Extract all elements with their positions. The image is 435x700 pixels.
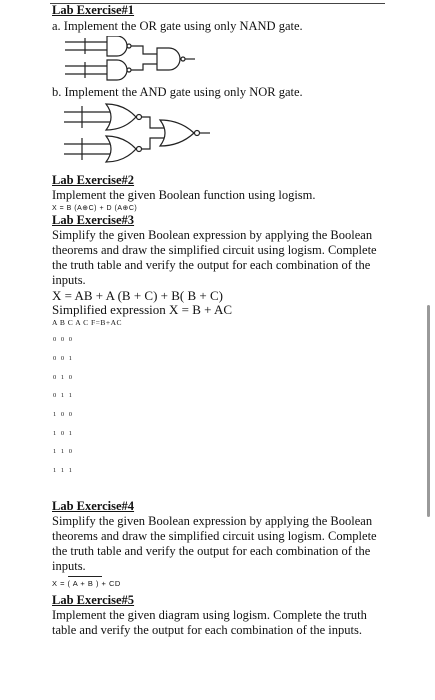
ex2-text: Implement the given Boolean function using logism. <box>52 188 316 202</box>
truth-table-row: 1 1 1 <box>53 467 74 474</box>
truth-table-row: 0 1 1 <box>53 392 74 399</box>
ex4-text: Simplify the given Boolean expression by applying the Boolean theorems and draw the simplified circuit using logism. Complete the truth table and verify the output for each combination of the inputs. <box>52 514 377 573</box>
ex1-title: Lab Exercise#1 <box>52 3 135 17</box>
truth-table-row: 0 0 0 <box>53 336 74 343</box>
ex4-formula: X = ( A + B ) + CD <box>52 579 121 588</box>
ex1-part-a: a. Implement the OR gate using only NAND gate. <box>52 19 303 33</box>
ex2-title: Lab Exercise#2 <box>52 173 135 187</box>
ex3-expression: X = AB + A (B + C) + B( B + C) <box>52 288 224 303</box>
truth-table-row: 0 0 1 <box>53 355 74 362</box>
ex5-text: Implement the given diagram using logism. Complete the truth table and verify the output for each combination of the inputs. <box>52 608 367 637</box>
ex3-title: Lab Exercise#3 <box>52 213 135 227</box>
truth-table-header: A B C A C F=B+AC <box>52 318 123 327</box>
truth-table-row: 1 1 0 <box>53 448 74 455</box>
ex5-title: Lab Exercise#5 <box>52 593 135 607</box>
ex2-formula: X = B (A⊕C) + D (A⊕C) <box>52 205 138 212</box>
nand-or-diagram <box>55 36 225 86</box>
nor-and-diagram <box>60 102 230 168</box>
overbar <box>68 576 102 577</box>
ex3-simplified: Simplified expression X = B + AC <box>52 302 233 317</box>
scrollbar[interactable] <box>427 305 430 517</box>
truth-table-row: 1 0 0 <box>53 411 74 418</box>
ex4-title: Lab Exercise#4 <box>52 499 135 513</box>
ex3-text: Simplify the given Boolean expression by applying the Boolean theorems and draw the simplified circuit using logism. Complete the truth table and verify the output for each combination of the inputs. <box>52 228 377 287</box>
truth-table-row: 0 1 0 <box>53 374 74 381</box>
ex1-part-b: b. Implement the AND gate using only NOR gate. <box>52 85 303 99</box>
truth-table-row: 1 0 1 <box>53 430 74 437</box>
